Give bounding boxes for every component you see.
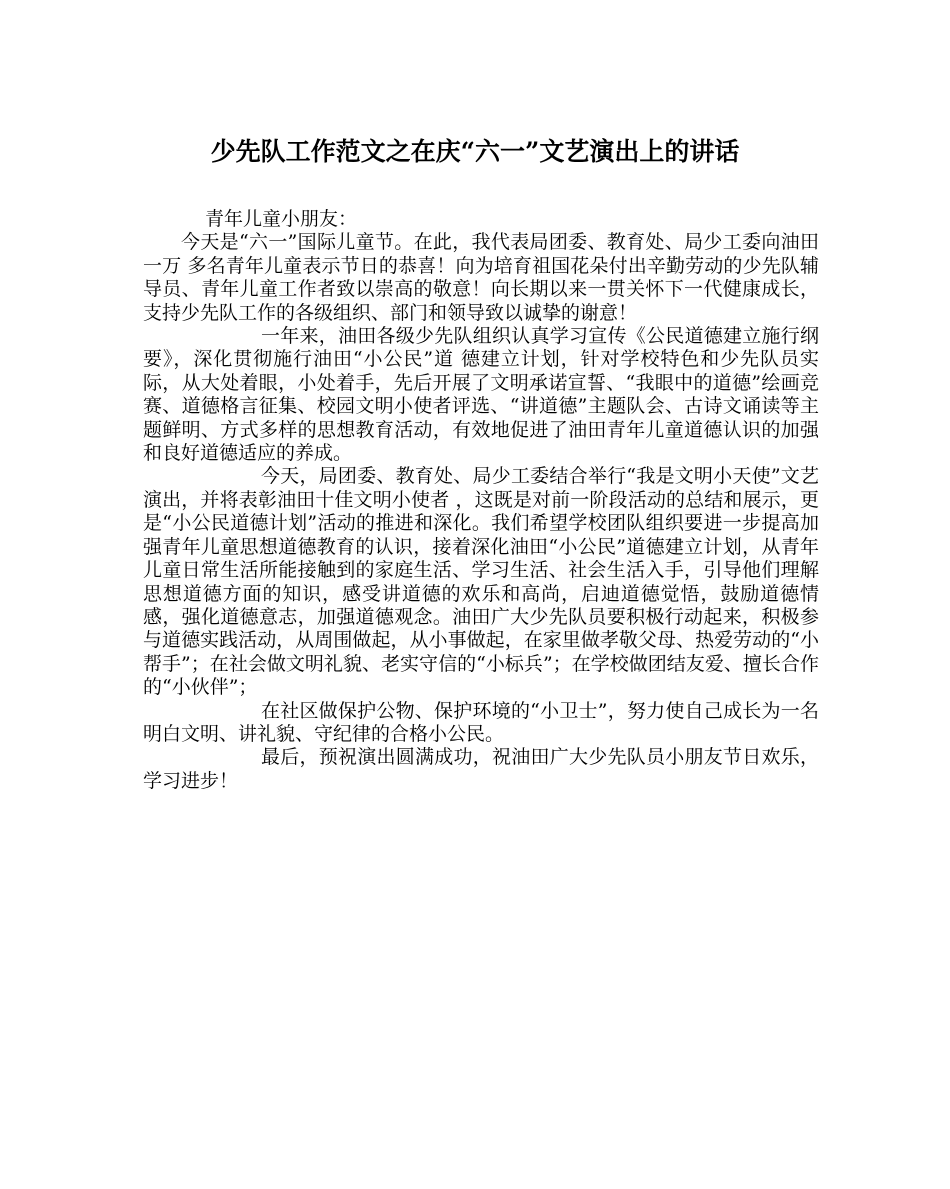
paragraph-community: 在社区做保护公物、保护环境的“小卫士”，努力使自己成长为一名明白文明、讲礼貌、守纪律的合格小公民。 (143, 699, 819, 745)
document-body (143, 208, 819, 793)
paragraph-closing: 最后，预祝演出圆满成功，祝油田广大少先队员小朋友节日欢乐，学习进步！ (143, 746, 819, 792)
salutation: 青年儿童小朋友： (205, 208, 358, 230)
paragraph-opening: 今天是“六一”国际儿童节。在此，我代表局团委、教育处、局少工委向油田一万 多名青年儿童表示节日的恭喜！向为培育祖国花朵付出辛勤劳动的少先队辅导员、青年儿童工作者致以崇高的敬意！向长期以来一贯关怀下一代健康成长，支持少先队工作的各级组织、部门和领导致以诚挚的谢意！ (143, 231, 819, 324)
document-title: 少先队工作范文之在庆“六一”文艺演出上的讲话 (210, 137, 740, 166)
paragraph-performance: 今天，局团委、教育处、局少工委结合举行“我是文明小天使”文艺演出，并将表彰油田十佳文明小使者 ，这既是对前一阶段活动的总结和展示，更是“小公民道德计划”活动的推进和深化。我们希望学校团队组织要进一步提高加强青年儿童思想道德教育的认识，接着深化油田“小公民”道德建立计划，从青年儿童日常生活所能接触到的家庭生活、学习生活、社会生活入手，引导他们理解思想道德方面的知识，感受讲道德的欢乐和高尚，启迪道德觉悟，鼓励道德情感，强化道德意志，加强道德观念。油田广大少先队员要积极行动起来，积极参与道德实践活动，从周围做起，从小事做起，在家里做孝敬父母、热爱劳动的“小帮手”；在社会做文明礼貌、老实守信的“小标兵”；在学校做团结友爱、擅长合作的“小伙伴”； (143, 465, 819, 699)
paragraph-year-review: 一年来，油田各级少先队组织认真学习宣传《公民道德建立施行纲要》，深化贯彻施行油田“小公民”道 德建立计划，针对学校特色和少先队员实际，从大处着眼，小处着手，先后开展了文明承诺宣誓、“我眼中的道德”绘画竞赛、道德格言征集、校园文明小使者评选、“讲道德”主题队会、古诗文诵读等主题鲜明、方式多样的思想教育活动，有效地促进了油田青年儿童道德认识的加强和良好道德适应的养成。 (143, 325, 819, 465)
